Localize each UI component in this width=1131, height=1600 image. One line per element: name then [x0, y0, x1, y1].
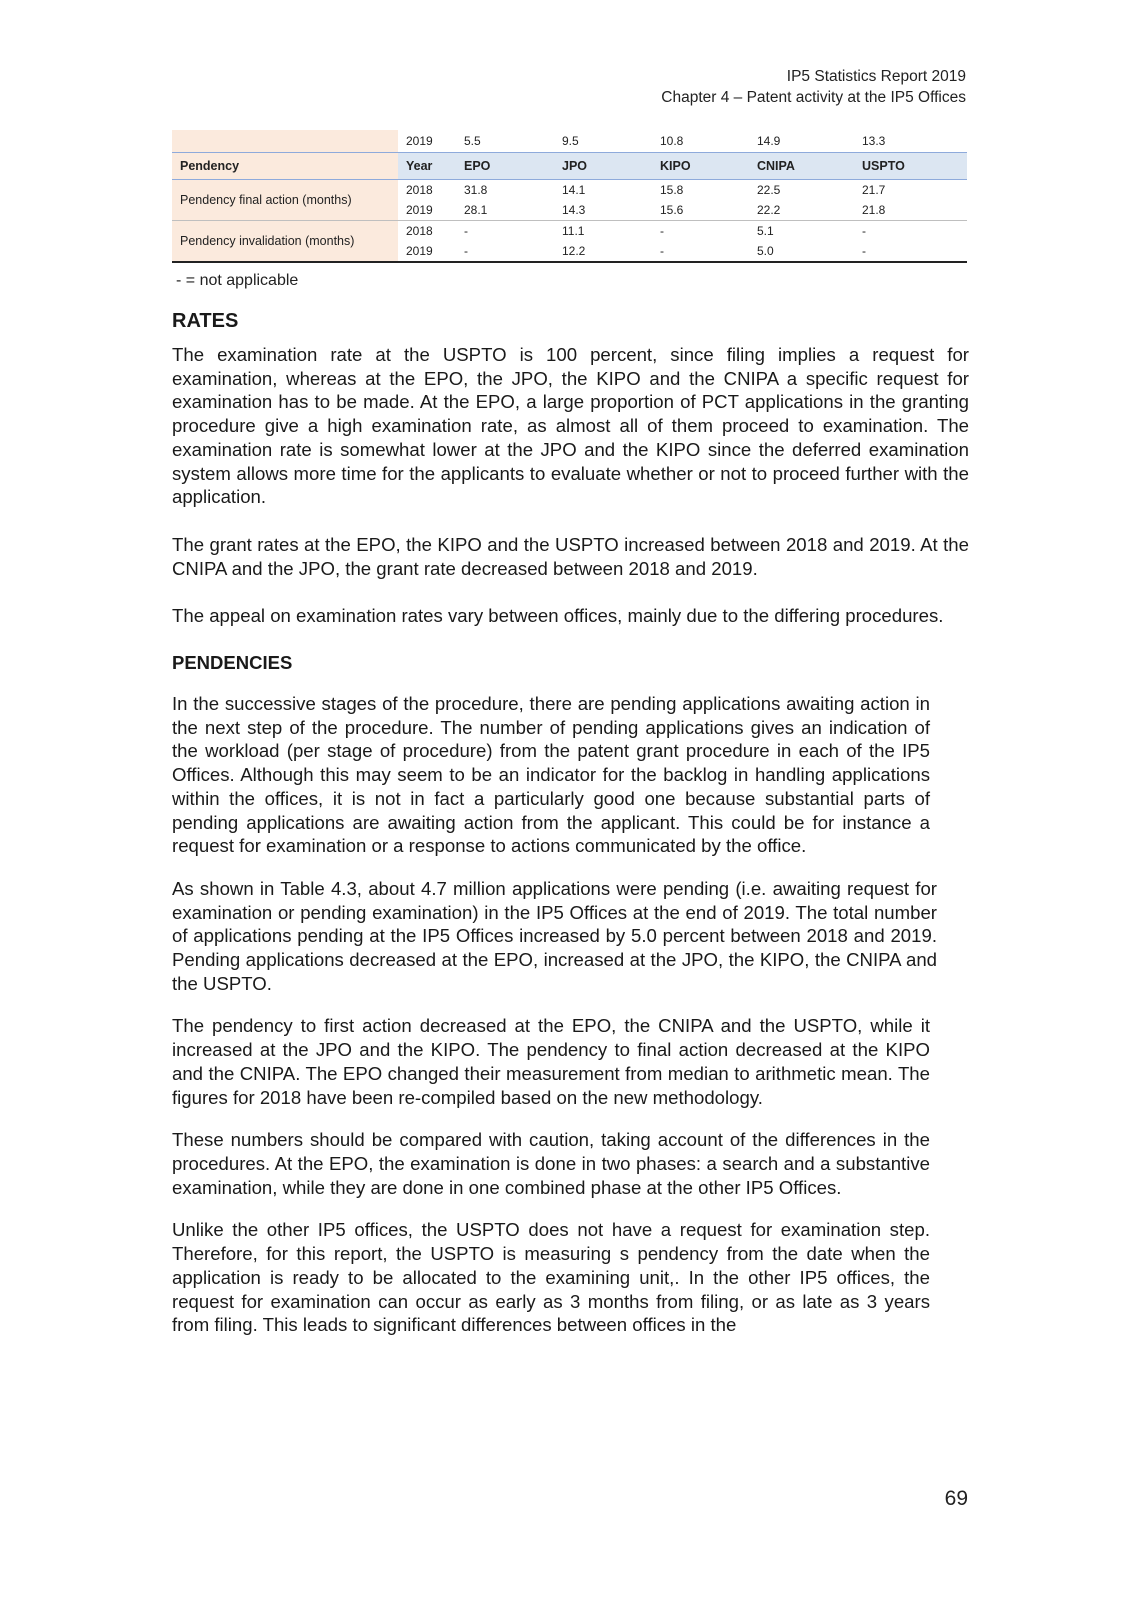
column-header-pendency: Pendency: [172, 153, 398, 180]
page-header: [661, 66, 966, 108]
column-header-year: Year: [398, 153, 464, 180]
row-label-invalidation: Pendency invalidation (months): [172, 221, 398, 263]
paragraph: The examination rate at the USPTO is 100 percent, since filing implies a request for examination, whereas at the EPO, the JPO, the KIPO and the CNIPA a specific request for examination has to be made. At the EPO, a large proportion of PCT applications in the granting procedure give a high examination rate, as almost all of them proceed to examination. The examination rate is somewhat lower at the JPO and the KIPO since the deferred examination system allows more time for the applicants to evaluate whether or not to proceed further with the application.: [172, 344, 969, 508]
table-cell: 13.3: [862, 134, 886, 148]
section-heading-rates: RATES: [172, 310, 239, 332]
paragraph: Unlike the other IP5 offices, the USPTO does not have a request for examination step. Therefore, for this report, the USPTO is measuring s pendency from the date when the application is ready to be allocated to the examining unit,. In the other IP5 offices, the request for examination can occur as early as 3 months from filing, or as late as 3 years from filing. This leads to significant differences between offices in the: [172, 1219, 930, 1336]
table-row: [172, 180, 967, 201]
table-cell: 21.8: [862, 200, 967, 221]
table-cell: 31.8: [464, 183, 488, 197]
table-cell: 22.2: [757, 200, 862, 221]
table-row: [172, 221, 967, 242]
table-cell: 15.6: [660, 200, 757, 221]
paragraph: In the successive stages of the procedure, there are pending applications awaiting action in the next step of the procedure. The number of pending applications gives an indication of the workload (per stage of procedure) from the patent grant procedure in each of the IP5 Offices. Although this may seem to be an indicator for the backlog in handling applications within the offices, it is not in fact a particularly good one because substantial parts of pending applications are awaiting action from the applicant. This could be for instance a request for examination or a response to actions communicated by the office.: [172, 693, 930, 857]
table-year-cell: 2018: [406, 224, 433, 238]
table-cell: -: [660, 241, 757, 262]
table-cell: 5.0: [757, 241, 862, 262]
table-footnote: - = not applicable: [176, 272, 299, 289]
pendency-table: [172, 130, 967, 263]
column-header-kipo: KIPO: [660, 153, 757, 180]
column-header-epo: EPO: [464, 153, 562, 180]
table-row: [172, 130, 967, 153]
table-cell: 5.5: [464, 134, 481, 148]
chapter-title: Chapter 4 – Patent activity at the IP5 Offices: [661, 89, 966, 106]
table-cell: -: [862, 241, 967, 262]
row-label-final-action: Pendency final action (months): [172, 180, 398, 221]
table-year-cell: 2018: [406, 183, 433, 197]
paragraph: The grant rates at the EPO, the KIPO and the USPTO increased between 2018 and 2019. At the CNIPA and the JPO, the grant rate decreased between 2018 and 2019.: [172, 533, 969, 579]
table-cell: 12.2: [562, 241, 660, 262]
table-cell: 21.7: [862, 183, 886, 197]
column-header-jpo: JPO: [562, 153, 660, 180]
page-number: 69: [944, 1487, 968, 1510]
paragraph: The appeal on examination rates vary between offices, mainly due to the differing procedures.: [172, 605, 944, 627]
table-cell: 10.8: [660, 134, 684, 148]
table-year-cell: 2019: [398, 241, 464, 262]
table-cell: -: [862, 224, 866, 238]
table-cell: 14.3: [562, 200, 660, 221]
table-year-cell: 2019: [398, 200, 464, 221]
table-cell: 9.5: [562, 134, 579, 148]
table-cell: -: [464, 224, 468, 238]
table-cell: 11.1: [562, 224, 585, 238]
paragraph: The pendency to first action decreased at the EPO, the CNIPA and the USPTO, while it increased at the JPO and the KIPO. The pendency to final action decreased at the KIPO and the CNIPA. The EPO changed their measurement from median to arithmetic mean. The figures for 2018 have been re-compiled based on the new methodology.: [172, 1015, 930, 1108]
table-cell: 22.5: [757, 183, 781, 197]
section-heading-pendencies: PENDENCIES: [172, 652, 293, 674]
column-header-cnipa: CNIPA: [757, 153, 862, 180]
report-title: IP5 Statistics Report 2019: [786, 68, 966, 85]
table-header-row: [172, 153, 967, 180]
table-cell: 14.1: [562, 183, 586, 197]
table-cell: 14.9: [757, 134, 781, 148]
page-body: [172, 310, 969, 1337]
pendency-table-container: [172, 130, 967, 263]
paragraph: These numbers should be compared with caution, taking account of the differences in the procedures. At the EPO, the examination is done in two phases: a search and a substantive examination, while they are done in one combined phase at the other IP5 Offices.: [172, 1129, 930, 1198]
column-header-uspto: USPTO: [862, 153, 967, 180]
table-cell: -: [464, 241, 562, 262]
table-label-cell: [172, 130, 398, 153]
paragraph: As shown in Table 4.3, about 4.7 million applications were pending (i.e. awaiting request for examination or pending examination) in the IP5 Offices at the end of 2019. The total number of applications pending at the IP5 Offices increased by 5.0 percent between 2018 and 2019. Pending applications decreased at the EPO, increased at the JPO, the KIPO, the CNIPA and the USPTO.: [172, 877, 937, 994]
table-cell: 15.8: [660, 183, 684, 197]
table-cell: 5.1: [757, 224, 774, 238]
table-cell: -: [660, 224, 664, 238]
table-cell: 28.1: [464, 200, 562, 221]
table-year-cell: 2019: [406, 134, 433, 148]
